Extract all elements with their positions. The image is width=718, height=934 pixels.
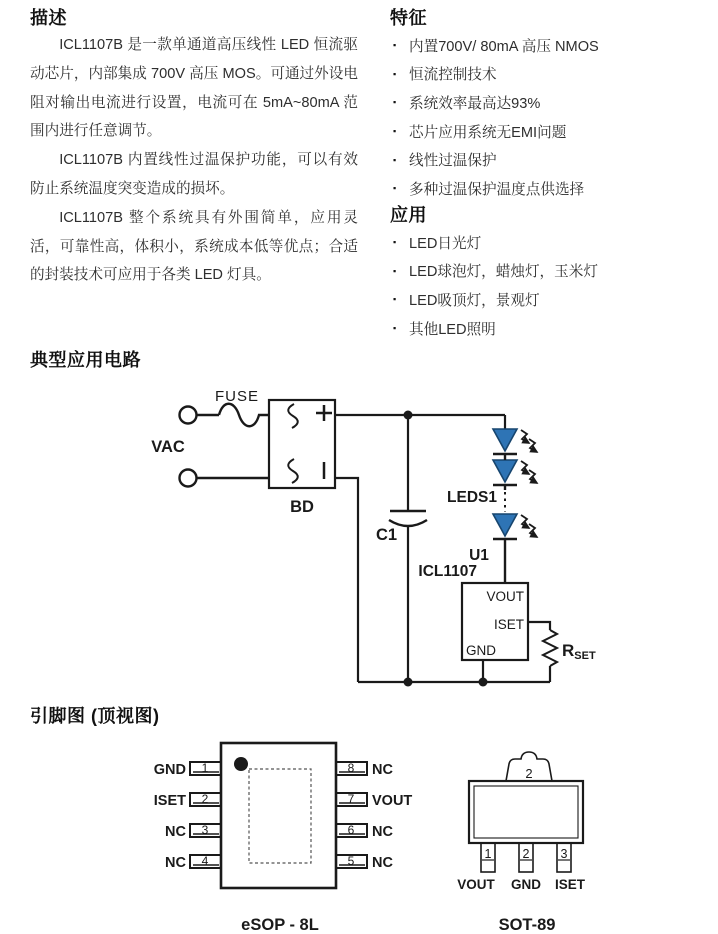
pin-number: 1 (201, 761, 209, 775)
bullet-icon: ▪ (393, 68, 397, 79)
pin-label: ISET (554, 877, 586, 892)
junction-dot (479, 678, 488, 687)
pin-label: NC (165, 824, 186, 840)
led-icon (493, 514, 517, 536)
application-label: 其他LED照明 (409, 321, 496, 338)
tab-pin-number: 2 (525, 766, 533, 781)
pin-label: NC (372, 824, 393, 840)
gnd-pin-label: GND (466, 643, 496, 658)
bullet-icon: ▪ (393, 126, 397, 137)
feature-item (390, 174, 705, 203)
pin1-dot-icon (234, 757, 248, 771)
pin-label: VOUT (372, 793, 413, 809)
applications-list (390, 228, 705, 342)
description-heading: 描述 (30, 8, 67, 28)
application-item (390, 257, 705, 286)
application-item (390, 314, 705, 343)
rset-label-main: R (562, 641, 575, 660)
applications-heading: 应用 (390, 205, 427, 225)
pin-number: 3 (560, 847, 568, 861)
feature-label: 内置700V/ 80mA 高压 NMOS (409, 38, 599, 55)
circuit-heading: 典型应用电路 (30, 350, 141, 370)
pinout-heading: 引脚图 (顶视图) (30, 706, 160, 726)
vout-pin-label: VOUT (486, 589, 524, 604)
pin-label: NC (165, 855, 186, 871)
light-emission-arrows (521, 430, 537, 537)
vac-label: VAC (151, 438, 185, 456)
application-item (390, 228, 705, 257)
pin-number: 5 (347, 854, 355, 868)
feature-item (390, 145, 705, 174)
ic-u1 (462, 583, 528, 660)
sot89-package (457, 752, 586, 934)
terminal-icon (180, 407, 197, 424)
leds1-label: LEDS1 (447, 489, 497, 506)
application-label: LED球泡灯，蜡烛灯，玉米灯 (409, 264, 598, 281)
feature-label: 多种过温保护温度点供选择 (409, 181, 585, 198)
pin-number: 2 (201, 792, 209, 806)
feature-item (390, 88, 705, 117)
pin-number: 1 (484, 847, 492, 861)
led-string (493, 429, 537, 583)
pinout-diagram (0, 735, 718, 934)
bullet-icon: ▪ (393, 237, 397, 248)
bullet-icon: ▪ (393, 40, 397, 51)
fuse-label: FUSE (214, 388, 260, 405)
bullet-icon: ▪ (393, 323, 397, 334)
description-paragraph: ICL1107B 是一款单通道高压线性 LED 恒流驱动芯片，内部集成 700V 高压 MOS。可通过外设电阻对输出电流进行设置，电流可在 5mA~80mA 范围内进行任意调节。 (30, 37, 358, 140)
esop8l-package (154, 743, 413, 934)
pin-number: 8 (347, 761, 355, 775)
esop-package-name: eSOP - 8L (241, 916, 319, 934)
resistor-icon (543, 630, 557, 666)
pin-label: NC (372, 762, 393, 778)
pin-label: NC (372, 855, 393, 871)
exposed-pad (249, 769, 311, 863)
c1-label: C1 (376, 526, 398, 544)
pin-label: ISET (153, 793, 186, 809)
application-label: LED日光灯 (409, 235, 482, 252)
junction-dot (404, 411, 413, 420)
iset-pin-label: ISET (493, 617, 524, 632)
bullet-icon: ▪ (393, 265, 397, 276)
pin-number: 4 (201, 854, 209, 868)
bullet-icon: ▪ (393, 294, 397, 305)
sot89-package-name: SOT-89 (498, 916, 556, 934)
pin-label: GND (153, 762, 186, 778)
ac-wave-icon (288, 459, 298, 483)
circuit-wires (335, 415, 550, 682)
application-item (390, 285, 705, 314)
bullet-icon: ▪ (393, 183, 397, 194)
features-list (390, 31, 705, 203)
pin-number: 2 (522, 847, 530, 861)
esop-right-pins (336, 762, 367, 868)
description-paragraph: ICL1107B 整个系统具有外围简单，应用灵活，可靠性高，体积小，系统成本低等优点；合适的封装技术可应用于各类 LED 灯具。 (30, 209, 358, 284)
feature-label: 恒流控制技术 (409, 67, 497, 84)
rset-label (562, 641, 596, 662)
bullet-icon: ▪ (393, 97, 397, 108)
description-paragraph: ICL1107B 内置线性过温保护功能，可以有效防止系统温度突变造成的损坏。 (30, 152, 358, 197)
feature-label: 线性过温保护 (409, 153, 497, 170)
feature-item (390, 60, 705, 89)
esop-left-pins (190, 762, 221, 868)
features-heading: 特征 (390, 8, 427, 28)
capacitor-c1 (389, 511, 427, 526)
fuse-icon (219, 404, 269, 427)
feature-item (390, 117, 705, 146)
feature-label: 芯片应用系统无EMI问题 (409, 124, 567, 141)
application-label: LED吸顶灯，景观灯 (409, 292, 540, 309)
pin-number: 7 (347, 792, 355, 806)
pin-number: 6 (347, 823, 355, 837)
bridge-rectifier (269, 400, 335, 488)
bullet-icon: ▪ (393, 154, 397, 165)
bd-label: BD (290, 498, 314, 516)
pin-label: GND (511, 877, 541, 892)
pin-label: VOUT (457, 877, 495, 892)
plus-icon (316, 405, 332, 421)
junction-dot (404, 678, 413, 687)
u1-partnumber: ICL1107 (418, 563, 477, 580)
feature-label: 系统效率最高达93% (409, 95, 541, 112)
ac-input (180, 404, 270, 487)
rset-label-sub: SET (574, 650, 596, 662)
feature-item (390, 31, 705, 60)
terminal-icon (180, 470, 197, 487)
led-icon (493, 460, 517, 482)
description-paragraphs (30, 31, 358, 290)
application-circuit-diagram (0, 370, 718, 700)
led-icon (493, 429, 517, 451)
u1-refdes: U1 (469, 547, 489, 564)
ac-wave-icon (288, 404, 298, 428)
pin-number: 3 (201, 823, 209, 837)
